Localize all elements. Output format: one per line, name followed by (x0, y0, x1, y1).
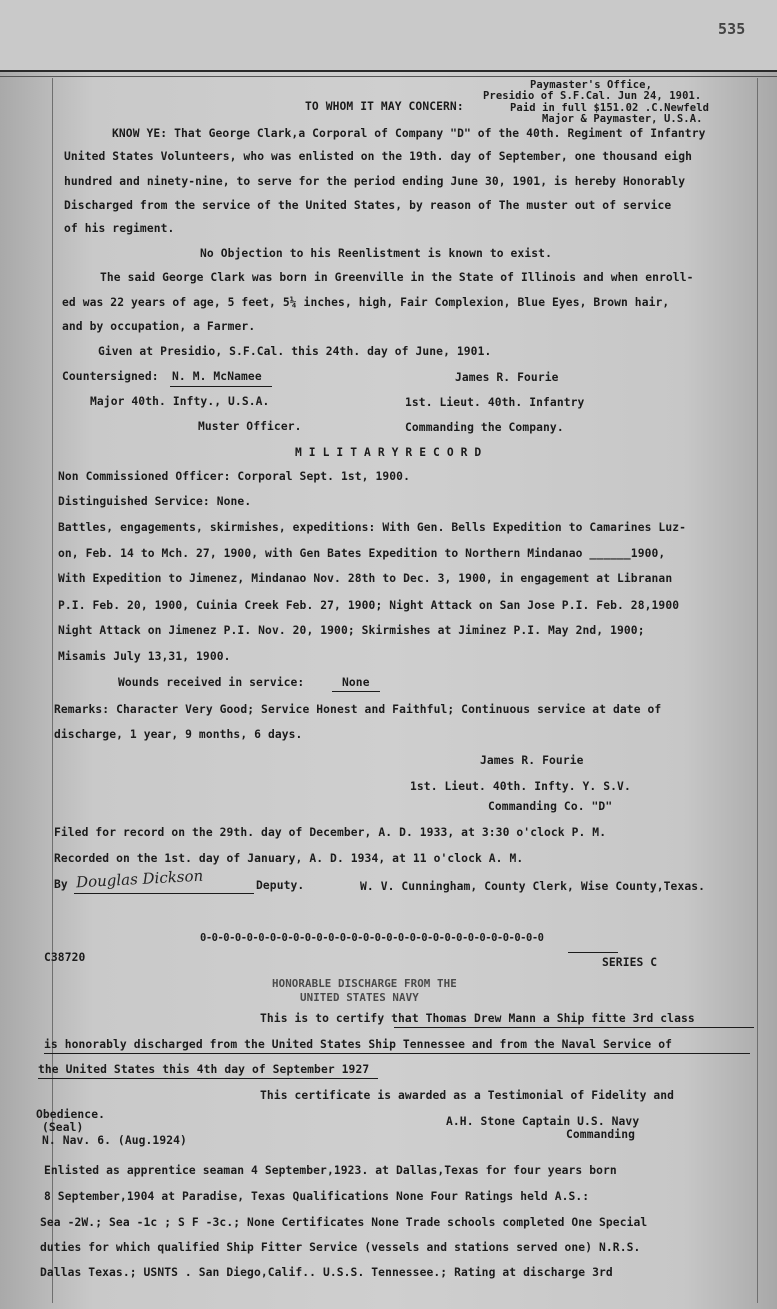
navy-seal: (Seal) (42, 1121, 84, 1134)
body-line-9: and by occupation, a Farmer. (62, 320, 256, 333)
series-underline (568, 952, 618, 953)
header-rule-lower (0, 76, 777, 77)
navy-number: C38720 (44, 951, 86, 964)
remarks-line-1: Remarks: Character Very Good; Service Honest and Faithful; Continuous service at date of (54, 703, 662, 716)
commander-name: James R. Fourie (455, 371, 559, 384)
countersign-label: Countersigned: (62, 370, 159, 383)
countersign-role: Muster Officer. (198, 420, 302, 433)
record-line-8: Misamis July 13,31, 1900. (58, 650, 231, 663)
right-margin-line (757, 78, 758, 1303)
body-line-4: Discharged from the service of the United States, by reason of The muster out of service (64, 199, 672, 212)
body-line-2: United States Volunteers, who was enlisted on the 19th. day of September, one thousand eigh (64, 150, 693, 163)
navy-title-1: HONORABLE DISCHARGE FROM THE (272, 977, 457, 990)
signoff-rank: 1st. Lieut. 40th. Infty. Y. S.V. (410, 780, 631, 793)
navy-line-2-underline (44, 1053, 750, 1054)
paymaster-location-date: Presidio of S.F.Cal. Jun 24, 1901. (483, 90, 702, 102)
body-line-10: Given at Presidio, S.F.Cal. this 24th. day of June, 1901. (98, 345, 492, 358)
body-line-7: The said George Clark was born in Greenville in the State of Illinois and when enroll- (100, 271, 694, 284)
navy-record-1: Enlisted as apprentice seaman 4 September,1923. at Dallas,Texas for four years born (44, 1164, 617, 1177)
filing-by: By (54, 878, 68, 891)
salutation: TO WHOM IT MAY CONCERN: (305, 100, 464, 113)
navy-officer: A.H. Stone Captain U.S. Navy (446, 1115, 640, 1128)
countersign-name: N. M. McNamee (172, 370, 262, 383)
record-line-1: Non Commissioned Officer: Corporal Sept. 1st, 1900. (58, 470, 410, 483)
navy-record-5: Dallas Texas.; USNTS . San Diego,Calif.. U.S.S. Tennessee.; Rating at discharge 3rd (40, 1266, 613, 1279)
body-line-8: ed was 22 years of age, 5 feet, 5¼ inches, high, Fair Complexion, Blue Eyes, Brown hair, (62, 296, 670, 309)
deputy-signature-line (74, 893, 254, 894)
navy-record-2: 8 September,1904 at Paradise, Texas Qualifications None Four Ratings held A.S.: (44, 1190, 590, 1203)
navy-officer-role: Commanding (566, 1128, 636, 1141)
page-number: 535 (718, 20, 746, 38)
countersign-rank: Major 40th. Infty., U.S.A. (90, 395, 270, 408)
section-separator: 0-0-0-0-0-0-0-0-0-0-0-0-0-0-0-0-0-0-0-0-0-0-0-0-0-0-0-0-0-0 (200, 932, 544, 944)
wounds-label: Wounds received in service: (118, 676, 305, 689)
countersign-underline (170, 386, 272, 387)
signoff-name: James R. Fourie (480, 754, 584, 767)
header-rule (0, 70, 777, 72)
paymaster-office: Paymaster's Office, (530, 79, 653, 91)
body-line-6: No Objection to his Reenlistment is known to exist. (200, 247, 552, 260)
commander-role: Commanding the Company. (405, 421, 564, 434)
record-line-6: P.I. Feb. 20, 1900, Cuinia Creek Feb. 27, 1900; Night Attack on San Jose P.I. Feb. 28,1900 (58, 599, 680, 612)
filing-recorded: Recorded on the 1st. day of January, A. D. 1934, at 11 o'clock A. M. (54, 852, 524, 865)
navy-series: SERIES C (602, 956, 658, 969)
navy-line-1-underline (394, 1027, 754, 1028)
filing-deputy: Deputy. (256, 879, 305, 892)
record-line-7: Night Attack on Jimenez P.I. Nov. 20, 1900; Skirmishes at Jiminez P.I. May 2nd, 1900; (58, 624, 645, 637)
filing-filed: Filed for record on the 29th. day of December, A. D. 1933, at 3:30 o'clock P. M. (54, 826, 607, 839)
navy-record-4: duties for which qualified Ship Fitter Service (vessels and stations served one) N.R.S. (40, 1241, 641, 1254)
body-line-1: KNOW YE: That George Clark,a Corporal of Company "D" of the 40th. Regiment of Infantry (112, 127, 706, 140)
wounds-underline (332, 691, 380, 692)
signoff-role: Commanding Co. "D" (488, 800, 613, 813)
filing-clerk: W. V. Cunningham, County Clerk, Wise County,Texas. (360, 880, 706, 893)
record-line-2: Distinguished Service: None. (58, 495, 252, 508)
record-line-5: With Expedition to Jimenez, Mindanao Nov. 28th to Dec. 3, 1900, in engagement at Libranan (58, 572, 673, 585)
navy-line-1: This is to certify that Thomas Drew Mann a Ship fitte 3rd class (260, 1012, 695, 1025)
navy-form: N. Nav. 6. (Aug.1924) (42, 1134, 187, 1147)
navy-line-5: Obedience. (36, 1108, 106, 1121)
military-record-heading: M I L I T A R Y R E C O R D (295, 446, 482, 459)
record-line-3: Battles, engagements, skirmishes, expeditions: With Gen. Bells Expedition to Camarines Luz- (58, 521, 687, 534)
remarks-line-2: discharge, 1 year, 9 months, 6 days. (54, 728, 303, 741)
wounds-value: None (342, 676, 370, 689)
paymaster-title: Major & Paymaster, U.S.A. (542, 113, 703, 125)
body-line-3: hundred and ninety-nine, to serve for the period ending June 30, 1901, is hereby Honorably (64, 175, 686, 188)
page-header-strip (0, 0, 777, 70)
navy-line-4: This certificate is awarded as a Testimonial of Fidelity and (260, 1089, 675, 1102)
navy-line-2: is honorably discharged from the United States Ship Tennessee and from the Naval Service of (44, 1038, 673, 1051)
navy-line-3-underline (38, 1078, 378, 1079)
paymaster-paid: Paid in full $151.02 .C.Newfeld (510, 102, 710, 114)
body-line-5: of his regiment. (64, 222, 175, 235)
deputy-signature: Douglas Dickson (75, 866, 204, 892)
commander-rank: 1st. Lieut. 40th. Infantry (405, 396, 585, 409)
navy-record-3: Sea -2W.; Sea -1c ; S F -3c.; None Certificates None Trade schools completed One Special (40, 1216, 648, 1229)
navy-title-2: UNITED STATES NAVY (300, 991, 419, 1004)
navy-line-3: the United States this 4th day of September 1927 (38, 1063, 370, 1076)
record-line-4: on, Feb. 14 to Mch. 27, 1900, with Gen Bates Expedition to Northern Mindanao ______1900, (58, 547, 666, 560)
